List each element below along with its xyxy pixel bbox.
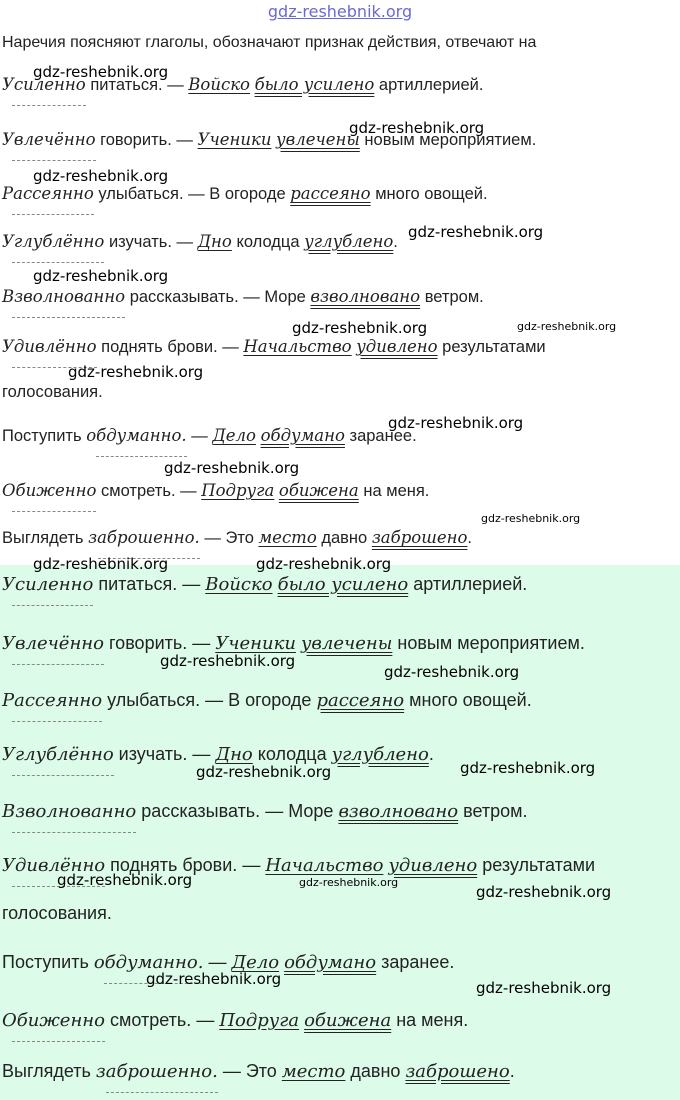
sentence-1: Усиленно питаться. — Войско было усилено артиллерией.	[2, 73, 483, 97]
watermark: gdz-reshebnik.org	[476, 883, 612, 901]
sentence-7b: Поступить обдуманно. — Дело обдумано заранее.	[2, 952, 455, 973]
watermark: gdz-reshebnik.org	[408, 223, 544, 241]
sentence-9: Выглядеть заброшенно. — Это место давно заброшено.	[2, 526, 472, 550]
watermark: gdz-reshebnik.org	[256, 555, 392, 573]
watermark: gdz-reshebnik.org	[481, 512, 581, 525]
sentence-5b: Взволнованно рассказывать. — Море взволновано ветром.	[2, 801, 528, 822]
watermark: gdz-reshebnik.org	[33, 167, 169, 185]
watermark: gdz-reshebnik.org	[292, 319, 428, 337]
sentence-3b: Рассеянно улыбаться. — В огороде рассеяно много овощей.	[2, 690, 532, 711]
sentence-6b: Удивлённо поднять брови. — Начальство удивлено результатами	[2, 855, 596, 876]
sentence-9b: Выглядеть заброшенно. — Это место давно заброшено.	[2, 1061, 515, 1082]
sentence-3: Рассеянно улыбаться. — В огороде рассеяно много овощей.	[2, 182, 488, 206]
sentence-6: Удивлённо поднять брови. — Начальство удивлено результатами	[2, 335, 546, 359]
watermark: gdz-reshebnik.org	[33, 63, 169, 81]
watermark: gdz-reshebnik.org	[57, 871, 193, 889]
sentence-5: Взволнованно рассказывать. — Море взволновано ветром.	[2, 285, 484, 309]
sentence-2b: Увлечённо говорить. — Ученики увлечены новым мероприятием.	[2, 633, 585, 654]
sentence-7: Поступить обдуманно. — Дело обдумано заранее.	[2, 424, 417, 448]
sentence-6b-cont: голосования.	[2, 903, 112, 923]
watermark: gdz-reshebnik.org	[146, 970, 282, 988]
intro-text: Наречия поясняют глаголы, обозначают признак действия, отвечают на	[2, 34, 537, 51]
watermark: gdz-reshebnik.org	[460, 759, 596, 777]
header-watermark[interactable]: gdz-reshebnik.org	[267, 2, 413, 21]
watermark: gdz-reshebnik.org	[33, 555, 169, 573]
watermark: gdz-reshebnik.org	[517, 320, 617, 333]
sentence-6-cont: голосования.	[2, 383, 103, 401]
watermark: gdz-reshebnik.org	[196, 763, 332, 781]
watermark: gdz-reshebnik.org	[164, 459, 300, 477]
sentence-8b: Обиженно смотреть. — Подруга обижена на меня.	[2, 1010, 469, 1031]
watermark: gdz-reshebnik.org	[476, 979, 612, 997]
watermark: gdz-reshebnik.org	[68, 363, 204, 381]
watermark: gdz-reshebnik.org	[384, 663, 520, 681]
watermark: gdz-reshebnik.org	[349, 119, 485, 137]
watermark: gdz-reshebnik.org	[388, 414, 524, 432]
sentence-1b: Усиленно питаться. — Войско было усилено артиллерией.	[2, 574, 528, 595]
watermark: gdz-reshebnik.org	[160, 652, 296, 670]
sentence-8: Обиженно смотреть. — Подруга обижена на меня.	[2, 479, 429, 503]
watermark: gdz-reshebnik.org	[299, 876, 399, 889]
sentence-4: Углублённо изучать. — Дно колодца углублено.	[2, 230, 398, 254]
sentence-2: Увлечённо говорить. — Ученики увлечены новым мероприятием.	[2, 128, 536, 152]
watermark: gdz-reshebnik.org	[33, 267, 169, 285]
sentence-4b: Углублённо изучать. — Дно колодца углублено.	[2, 744, 434, 765]
